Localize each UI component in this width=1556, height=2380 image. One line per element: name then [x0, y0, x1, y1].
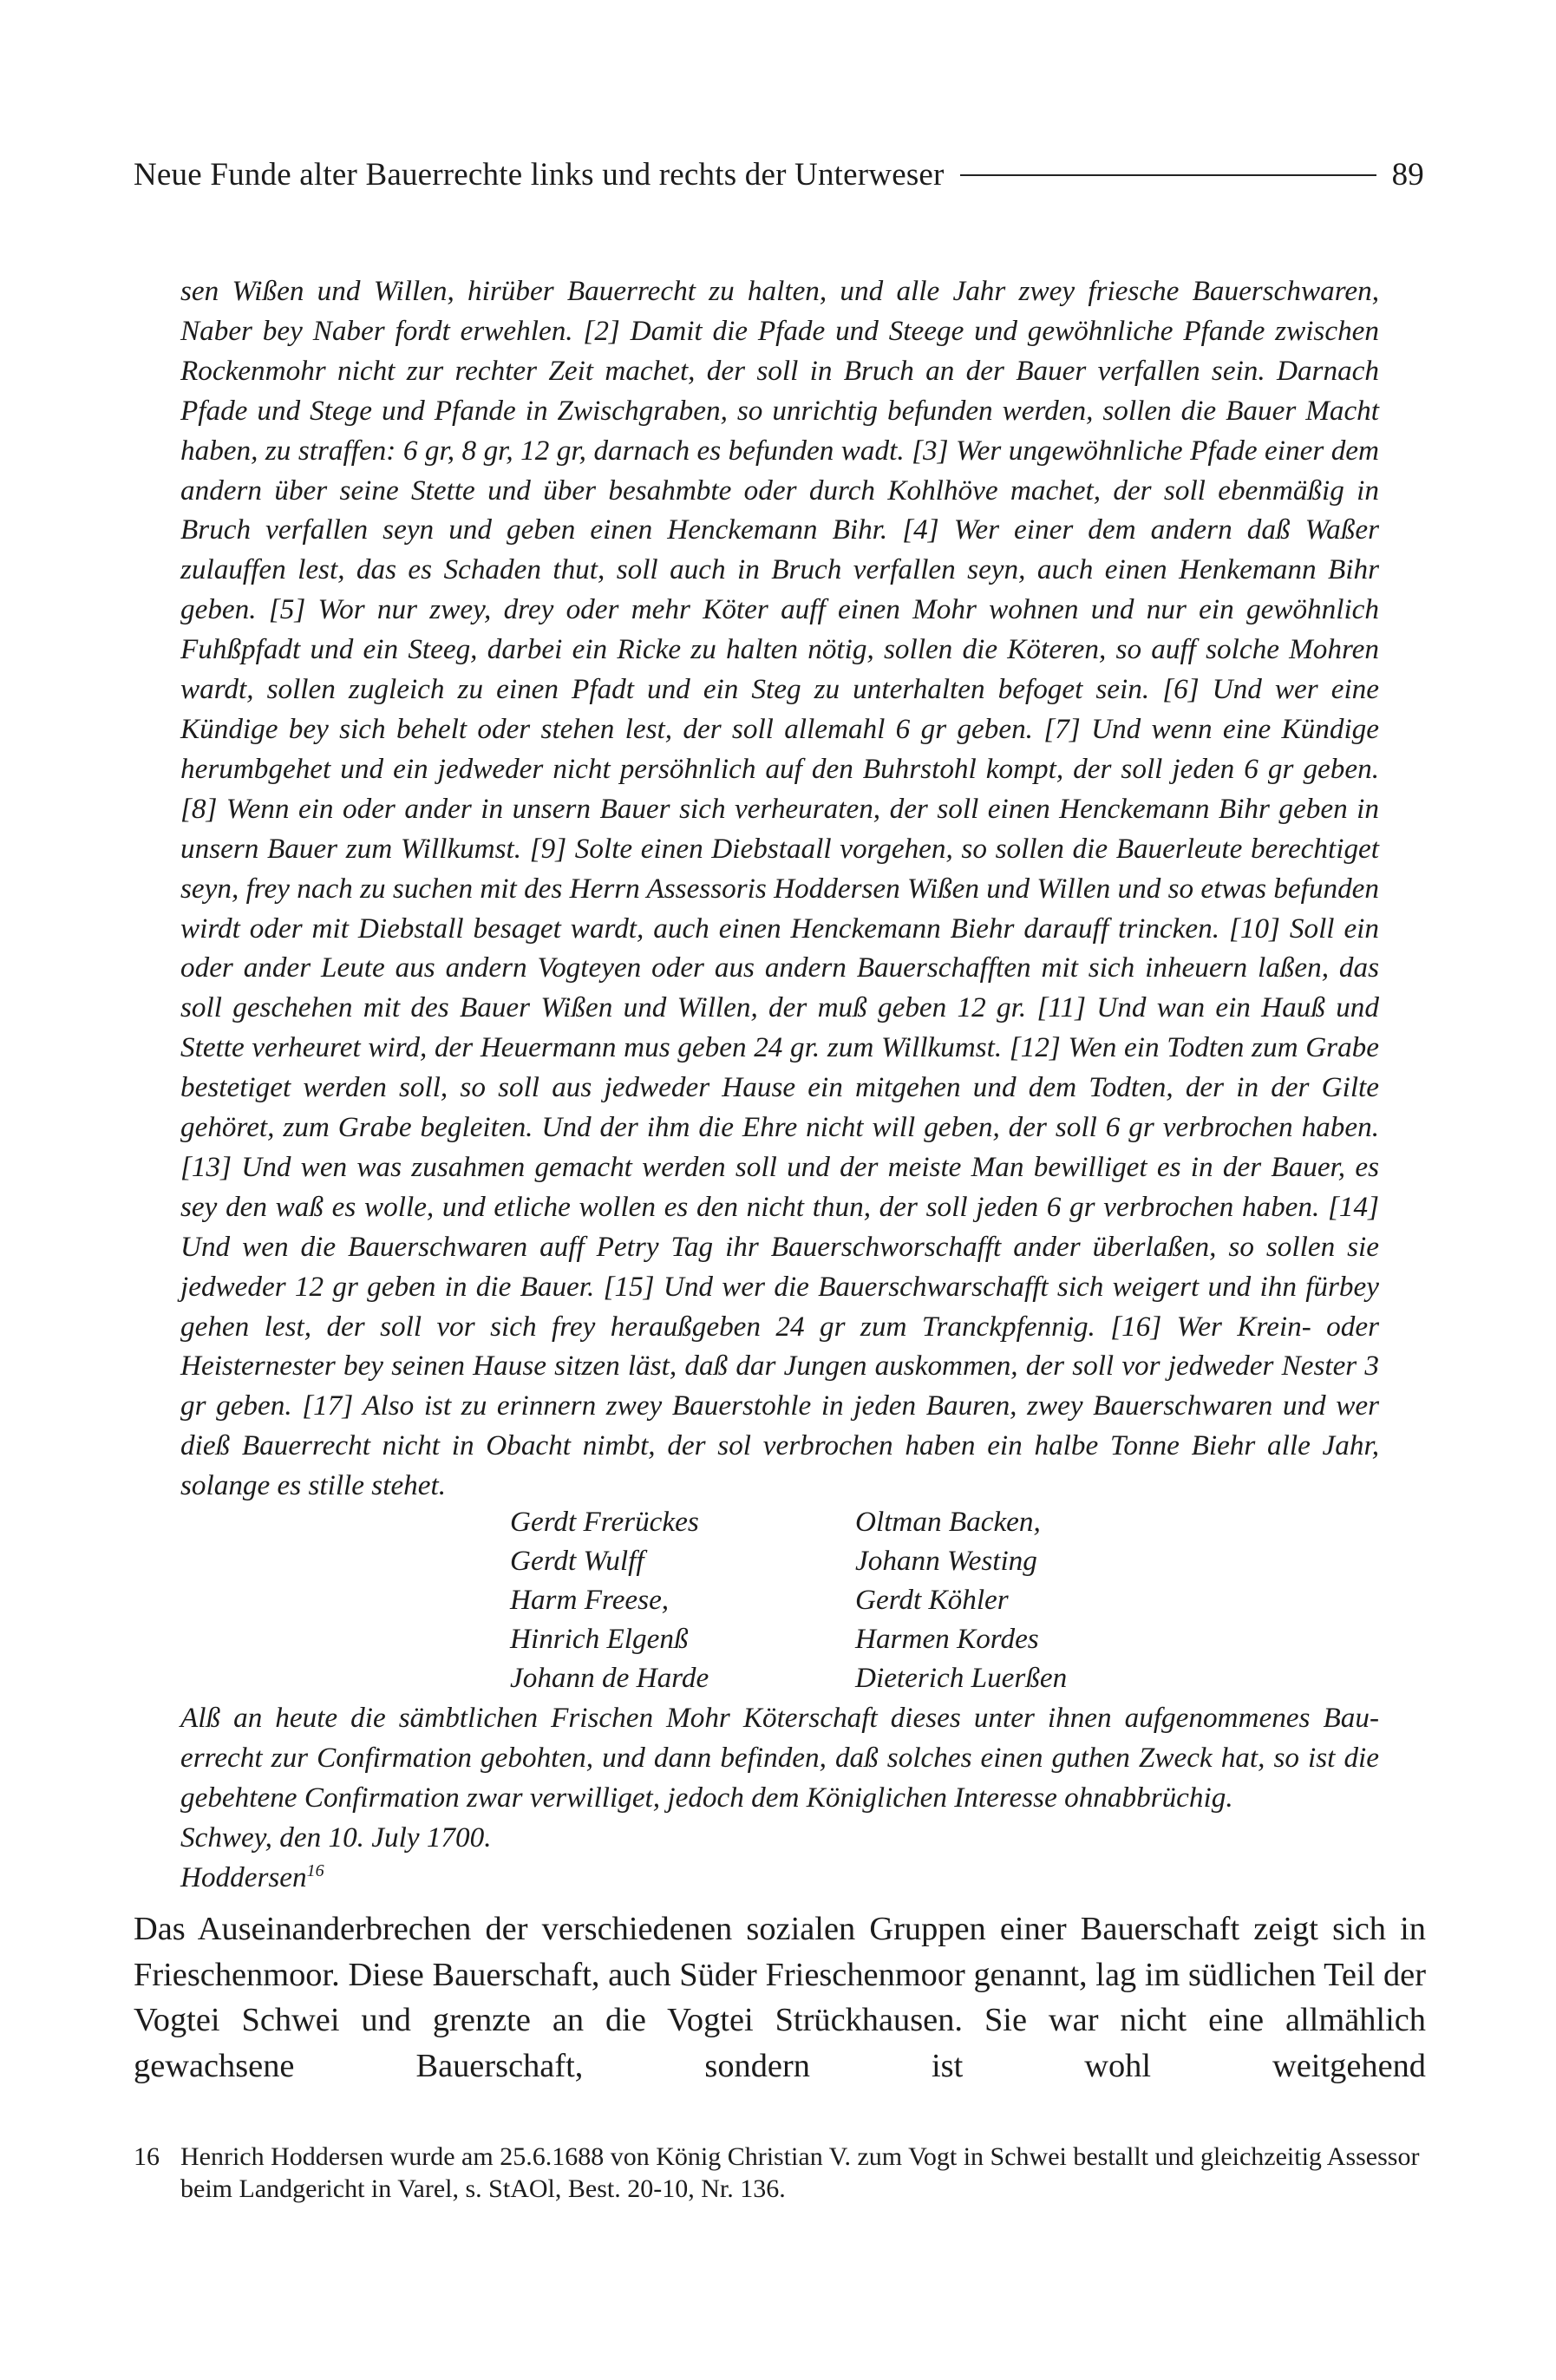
- signature-name: Dieterich Luerßen: [855, 1662, 1068, 1694]
- signature-name: Gerdt Frerückes: [510, 1506, 699, 1538]
- quoted-document-text: sen Wißen und Willen, hirüber Bauerrecht zu halten, und alle Jahr zwey friesche Bauerschwaren, Naber bey Naber fordt erwehlen. [2] Damit die Pfade und Steege und gewöhnliche Pfande zwischen Rockenmohr nicht zur rechter Zeit machet, der soll in Bruch an der Bauer verfallen sein. Darnach Pfade und Stege und Pfande in Zwischgraben, so unrichtig befunden werden, sollen die Bauer Macht haben, zu straffen: 6 gr, 8 gr, 12 gr, darnach es befunden wadt. [3] Wer ungewöhnliche Pfade einer dem andern über seine Stette und über besahmbte oder durch Kohlhöve machet, der soll ebenmäßig in Bruch verfallen seyn und geben einen Henckemann Bihr. [4] Wer einer dem andern daß Waßer zulauffen lest, das es Schaden thut, soll auch in Bruch verfallen seyn, auch einen Henkemann Bihr geben. [5] Wor nur zwey, drey oder mehr Köter auff einen Mohr wohnen und nur ein gewöhnlich Fuhßpfadt und ein Steeg, darbei ein Ricke zu halten nötig, sollen die Köteren, so auff solche Mohren wardt, sollen zugleich zu einen Pfadt und ein Steg zu unterhalten befoget sein. [6] Und wer eine Kündige bey sich behelt oder stehen lest, der soll allemahl 6 gr geben. [7] Und wenn eine Kündige herumbgehet und ein jedweder nicht persöhnlich auf den Buhrstohl kompt, der soll jeden 6 gr geben. [8] Wenn ein oder ander in unsern Bauer sich verheuraten, der soll einen Henckemann Bihr geben in unsern Bauer zum Willkumst. [9] Solte einen Diebstaall vorgehen, so sollen die Bauerleute berechtiget seyn, frey nach zu suchen mit des Herrn Assessoris Hoddersen Wißen und Willen und so etwas befunden wirdt oder mit Diebstall besaget wardt, auch einen Henckemann Biehr darauff trincken. [10] Soll ein oder ander Leute aus andern Vogteyen oder aus andern Bauerschafften mit sich inheuern laßen, das soll geschehen mit des Bauer Wißen und Willen, der muß geben 12 gr. [11] Und wan ein Hauß und Stette verheuret wird, der Heuermann mus geben 24 gr. zum Willkumst. [12] Wen ein Todten zum Grabe bestetiget werden soll, so soll aus jedweder Hause ein mitgehen und dem Todten, der in der Gilte gehöret, zum Grabe begleiten. Und der ihm die Ehre nicht will geben, der soll 6 gr verbrochen haben. [13] Und wen was zusahmen gemacht werden soll und der meiste Man bewilliget es in der Bauer, es sey den waß es wolle, und etliche wollen es den nicht thun, der soll jeden 6 gr verbrochen haben. [14] Und wen die Bauerschwaren auff Petry Tag ihr Bauerschworschafft ander überlaßen, so sollen sie jedweder 12 gr geben in die Bauer. [15] Und wer die Bauerschwarschafft sich weigert und ihn fürbey gehen lest, der soll vor sich frey heraußgeben 24 gr zum Tranckpfennig. [16] Wer Krein- oder Heisternester bey seinen Hause sitzen läst, daß dar Jungen auskommen, der soll vor jedweder Nester 3 gr geben. [17] Also ist zu erinnern zwey Bauerstohle in jeden Bauren, zwey Bauerschwaren und wer dieß Bauerrecht nicht in Obacht nimbt, der sol verbrochen haben ein halbe Tonne Biehr alle Jahr, solange es stille stehet.: [180, 275, 1379, 1502]
- body-paragraph: [134, 1906, 1426, 2089]
- confirmation-note: [180, 1698, 1379, 1898]
- running-header: [134, 156, 1424, 193]
- footnote-reference[interactable]: 16: [306, 1860, 324, 1880]
- signer-name: Hoddersen: [180, 1861, 307, 1893]
- date-line: Schwey, den 10. July 1700.: [180, 1821, 492, 1854]
- footnote-number: 16: [134, 2142, 160, 2171]
- signature-row: [510, 1580, 1169, 1619]
- signature-name: Harmen Kordes: [855, 1623, 1039, 1655]
- signer-line: [180, 1858, 1379, 1898]
- signature-row: [510, 1541, 1169, 1580]
- header-rule: [960, 174, 1376, 176]
- quoted-document: [180, 271, 1379, 1506]
- page-number: 89: [1391, 157, 1424, 193]
- signature-row: [510, 1658, 1169, 1697]
- signature-row: [510, 1619, 1169, 1658]
- signature-name: Oltman Backen,: [855, 1506, 1041, 1538]
- signature-name: Gerdt Wulff: [510, 1545, 644, 1577]
- signature-list: [510, 1502, 1169, 1697]
- signature-name: Johann de Harde: [510, 1662, 709, 1694]
- signature-name: Gerdt Köhler: [855, 1584, 1009, 1616]
- signature-name: Hinrich Elgenß: [510, 1623, 689, 1655]
- signature-row: [510, 1502, 1169, 1541]
- running-header-title: Neue Funde alter Bauerrechte links und rechts der Unterweser: [134, 157, 945, 193]
- footnote: [134, 2141, 1426, 2205]
- footnote-text: Henrich Hoddersen wurde am 25.6.1688 von König Christian V. zum Vogt in Schwei bestallt und gleichzeitig Assessor beim Landgericht in Varel, s. StAOl, Best. 20-10, Nr. 136.: [180, 2142, 1420, 2203]
- signature-name: Johann Westing: [855, 1545, 1037, 1577]
- signature-name: Harm Freese,: [510, 1584, 670, 1616]
- confirmation-text: Alß an heute die sämbtlichen Frischen Mohr Köterschaft dieses unter ihnen aufgenommenes Bauerrecht zur Confirmation gebohten, und dann befinden, daß solches einen guthen Zweck hat, so ist die gebehtene Confirmation zwar verwilliget, jedoch dem Königlichen Interesse ohnabbrüchig.: [180, 1702, 1379, 1814]
- body-paragraph-text: Das Auseinanderbrechen der verschiedenen sozialen Gruppen einer Bauerschaft zeigt sich in Frieschenmoor. Diese Bauerschaft, auch Süder Frieschenmoor genannt, lag im südlichen Teil der Vogtei Schwei und grenzte an die Vogtei Strückhausen. Sie war nicht eine allmählich gewachsene Bauerschaft, sondern ist wohl weitgehend: [134, 1911, 1426, 2084]
